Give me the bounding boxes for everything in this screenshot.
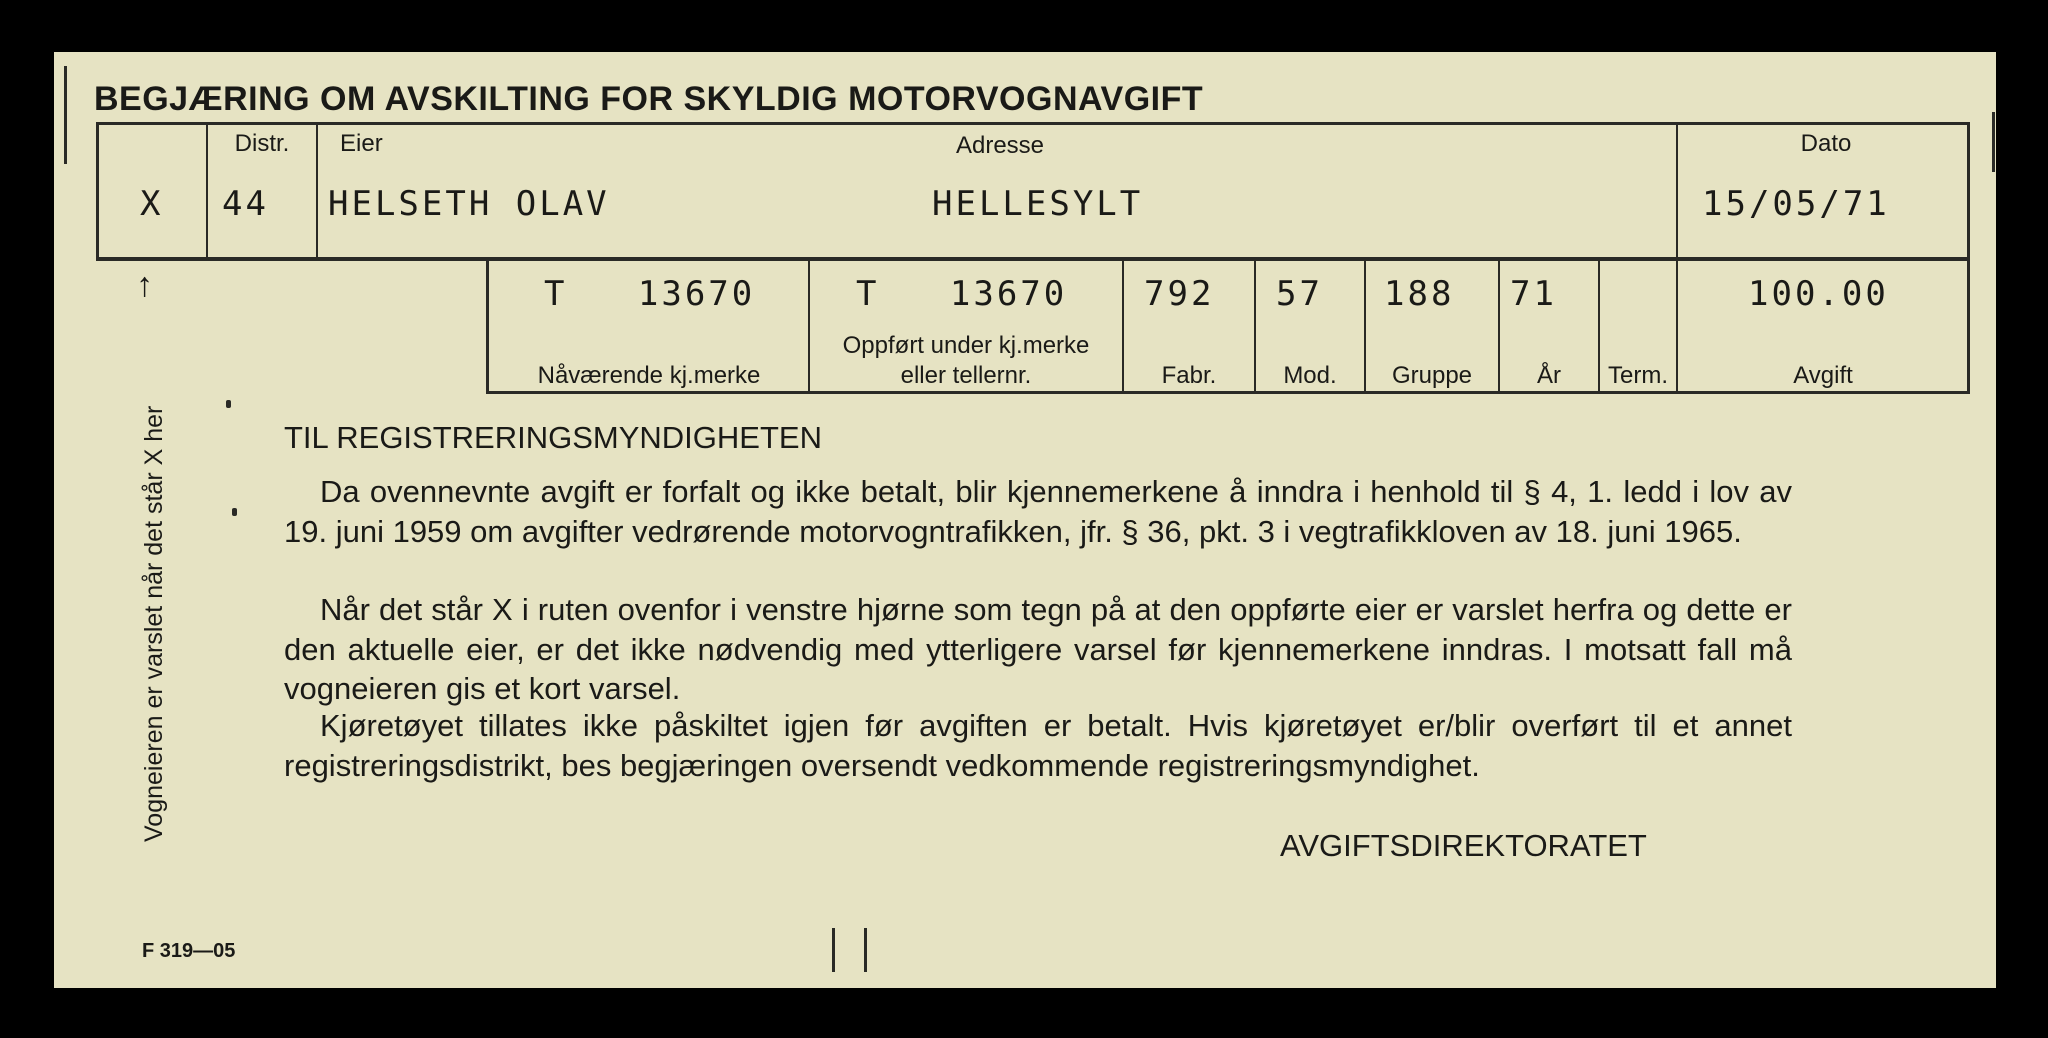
current-plate-value: T 13670	[544, 274, 756, 314]
side-note: Vogneieren er varslet når det står X her	[140, 405, 168, 842]
header-divider	[316, 124, 318, 258]
eier-label: Eier	[340, 130, 383, 157]
term-label: Term.	[1608, 362, 1668, 389]
ink-speck	[232, 508, 237, 516]
arrow-up-icon: ↑	[136, 266, 153, 304]
body-paragraph	[284, 472, 1792, 551]
mod-value: 57	[1276, 274, 1323, 314]
distr-label: Distr.	[234, 130, 290, 157]
body-paragraph	[284, 706, 1792, 785]
avgift-value: 100.00	[1748, 274, 1889, 314]
aar-value: 71	[1510, 274, 1557, 314]
form-number: F 319—05	[142, 940, 236, 962]
registered-plate-value: T 13670	[856, 274, 1068, 314]
eier-value: HELSETH OLAV	[328, 184, 610, 224]
fabr-value: 792	[1144, 274, 1215, 314]
body-paragraph	[284, 590, 1792, 709]
paragraph-2-text: Når det står X i ruten ovenfor i venstre hjørne som tegn på at den oppførte eier er varslet herfra og dette er den aktuelle eier, er det ikke nødvendig med ytterligere varsel før kjennemerkene inndras. I motsatt fall må vogneieren gis et kort varsel.	[284, 592, 1792, 706]
body-heading: TIL REGISTRERINGSMYNDIGHETEN	[284, 420, 822, 455]
paragraph-1-text: Da ovennevnte avgift er forfalt og ikke betalt, blir kjennemerkene å inndra i henhold til § 4, 1. ledd i lov av 19. juni 1959 om avgifter vedrørende motorvogntrafikken, jfr. § 36, pkt. 3 i vegtrafikkloven av 18. juni 1965.	[284, 474, 1792, 549]
mod-label: Mod.	[1283, 362, 1337, 389]
paragraph-3-text: Kjøretøyet tillates ikke påskiltet igjen før avgiften er betalt. Hvis kjøretøyet er/blir overført til et annet registreringsdistrikt, bes begjæringen oversendt vedkommende registreringsmyndighet.	[284, 708, 1792, 783]
aar-label: År	[1537, 362, 1561, 389]
dato-value: 15/05/71	[1702, 184, 1890, 224]
gruppe-value: 188	[1384, 274, 1455, 314]
distr-value: 44	[222, 184, 269, 224]
gruppe-label: Gruppe	[1391, 362, 1473, 389]
registered-plate-label: eller tellernr.	[900, 362, 1032, 389]
right-edge-rule	[1992, 112, 1995, 172]
avgift-label: Avgift	[1793, 362, 1853, 389]
dato-label: Dato	[1800, 130, 1852, 157]
fabr-label: Fabr.	[1161, 362, 1217, 389]
margin-tick	[832, 928, 835, 972]
adresse-value: HELLESYLT	[932, 184, 1144, 224]
header-divider	[206, 124, 208, 258]
adresse-label: Adresse	[955, 132, 1045, 159]
signature: AVGIFTSDIREKTORATET	[1280, 828, 1647, 863]
registered-plate-label: Oppført under kj.merke	[842, 332, 1090, 359]
current-plate-label: Nåværende kj.merke	[537, 362, 761, 389]
margin-tick	[864, 928, 867, 972]
ink-speck	[226, 400, 231, 408]
header-divider	[1676, 124, 1678, 258]
document-title: BEGJÆRING OM AVSKILTING FOR SKYLDIG MOTORVOGNAVGIFT	[94, 80, 1204, 118]
notified-mark-value: X	[140, 184, 164, 224]
left-edge-rule	[64, 66, 67, 164]
